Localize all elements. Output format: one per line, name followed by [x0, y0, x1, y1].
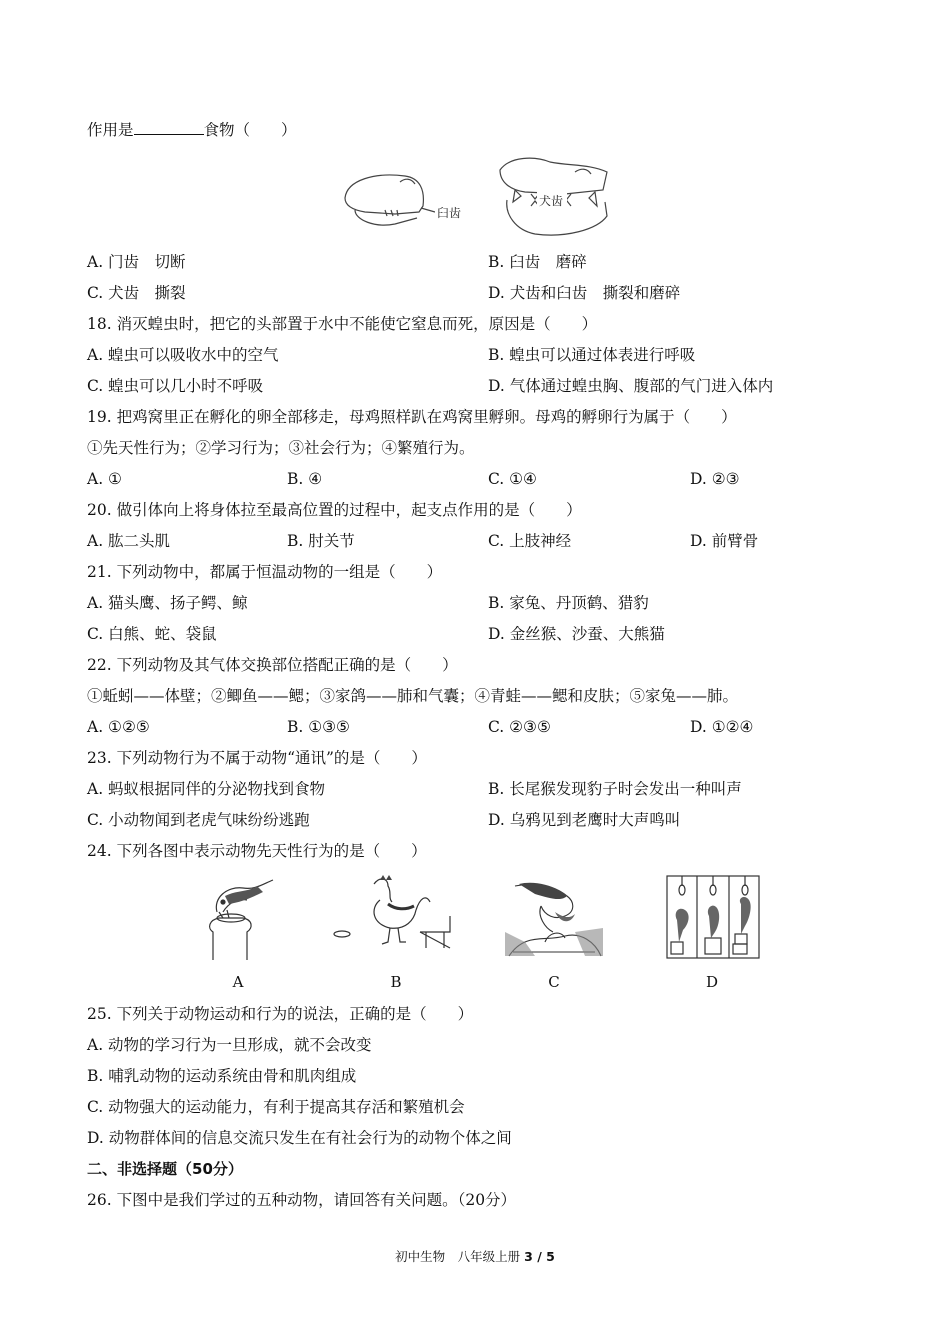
q20-option-d: D. 前臂骨	[690, 532, 759, 550]
q22-option-b: B. ①③⑤	[287, 718, 350, 736]
q19-stem: 19. 把鸡窝里正在孵化的卵全部移走，母鸡照样趴在鸡窝里孵卵。母鸡的孵卵行为属于（ ）	[87, 408, 737, 426]
q18-option-c: C. 蝗虫可以几小时不呼吸	[87, 377, 264, 395]
q19-option-a: A. ①	[87, 470, 122, 488]
answer-blank	[134, 120, 204, 135]
q21-option-a: A. 猫头鹰、扬子鳄、鲸	[87, 594, 248, 612]
q19-option-c: C. ①④	[488, 470, 537, 488]
figure-caption-d: D	[705, 973, 719, 991]
q19-option-d: D. ②③	[690, 470, 740, 488]
q25-option-c: C. 动物强大的运动能力，有利于提高其存活和繁殖机会	[87, 1098, 465, 1116]
q18-option-b: B. 蝗虫可以通过体表进行呼吸	[488, 346, 696, 364]
q22-note: ①蚯蚓——体壁；②鲫鱼——鳃；③家鸽——肺和气囊；④青蛙——鳃和皮肤；⑤家兔——肺。	[87, 687, 739, 705]
q22-option-a: A. ①②⑤	[87, 718, 150, 736]
q25-stem: 25. 下列关于动物运动和行为的说法，正确的是（ ）	[87, 1005, 474, 1023]
q20-option-a: A. 肱二头肌	[87, 532, 171, 550]
molar-label: 臼齿	[437, 206, 462, 220]
q26-stem: 26. 下图中是我们学过的五种动物，请回答有关问题。（20分）	[87, 1191, 517, 1209]
figure-c-bird-feeding	[505, 872, 603, 960]
q17-option-d: D. 犬齿和臼齿 撕裂和磨碎	[488, 284, 681, 302]
page-footer	[0, 1247, 950, 1265]
q21-option-b: B. 家兔、丹顶鹤、猎豹	[488, 594, 649, 612]
q23-option-b: B. 长尾猴发现豹子时会发出一种叫声	[488, 780, 742, 798]
figure-caption-a: A	[232, 973, 244, 991]
figure-caption-b: B	[390, 973, 402, 991]
q19-note: ①先天性行为；②学习行为；③社会行为；④繁殖行为。	[87, 439, 475, 457]
figure-a-bird-bottle	[193, 872, 281, 960]
teeth-figure	[335, 150, 625, 242]
q25-option-a: A. 动物的学习行为一旦形成，就不会改变	[87, 1036, 372, 1054]
figure-d-chimp-boxes	[665, 872, 761, 960]
q24-stem: 24. 下列各图中表示动物先天性行为的是（ ）	[87, 842, 427, 860]
q23-option-d: D. 乌鸦见到老鹰时大声鸣叫	[488, 811, 681, 829]
q18-option-d: D. 气体通过蝗虫胸、腹部的气门进入体内	[488, 377, 774, 395]
q22-option-c: C. ②③⑤	[488, 718, 551, 736]
q17-option-c: C. 犬齿 撕裂	[87, 284, 186, 302]
q23-option-c: C. 小动物闻到老虎气味纷纷逃跑	[87, 811, 310, 829]
q17-option-a: A. 门齿 切断	[87, 253, 186, 271]
page-number: 3 / 5	[524, 1249, 555, 1264]
q21-option-c: C. 白熊、蛇、袋鼠	[87, 625, 217, 643]
q23-option-a: A. 蚂蚁根据同伴的分泌物找到食物	[87, 780, 326, 798]
q21-stem: 21. 下列动物中，都属于恒温动物的一组是（ ）	[87, 563, 443, 581]
figure-caption-c: C	[548, 973, 560, 991]
q25-option-b: B. 哺乳动物的运动系统由骨和肌肉组成	[87, 1067, 357, 1085]
q25-option-d: D. 动物群体间的信息交流只发生在有社会行为的动物个体之间	[87, 1129, 512, 1147]
q18-stem: 18. 消灭蝗虫时，把它的头部置于水中不能使它窒息而死，原因是（ ）	[87, 315, 598, 333]
q20-option-c: C. 上肢神经	[488, 532, 572, 550]
q17-suffix: 食物（ ）	[203, 121, 297, 139]
canine-label: 犬齿	[539, 194, 564, 208]
footer-subject: 初中生物 八年级上册	[395, 1249, 521, 1264]
q21-option-d: D. 金丝猴、沙蚕、大熊猫	[488, 625, 665, 643]
section-heading: 二、非选择题（50分）	[87, 1160, 243, 1178]
q17-option-b: B. 臼齿 磨碎	[488, 253, 587, 271]
q22-stem: 22. 下列动物及其气体交换部位搭配正确的是（ ）	[87, 656, 458, 674]
q17-stem-tail	[87, 120, 297, 140]
q23-stem: 23. 下列动物行为不属于动物“通讯”的是（ ）	[87, 749, 427, 767]
q17-prefix: 作用是	[87, 121, 134, 139]
q20-option-b: B. 肘关节	[287, 532, 355, 550]
figure-b-rooster	[330, 872, 458, 960]
q22-option-d: D. ①②④	[690, 718, 754, 736]
q19-option-b: B. ④	[287, 470, 323, 488]
q20-stem: 20. 做引体向上将身体拉至最高位置的过程中，起支点作用的是（ ）	[87, 501, 582, 519]
q18-option-a: A. 蝗虫可以吸收水中的空气	[87, 346, 279, 364]
